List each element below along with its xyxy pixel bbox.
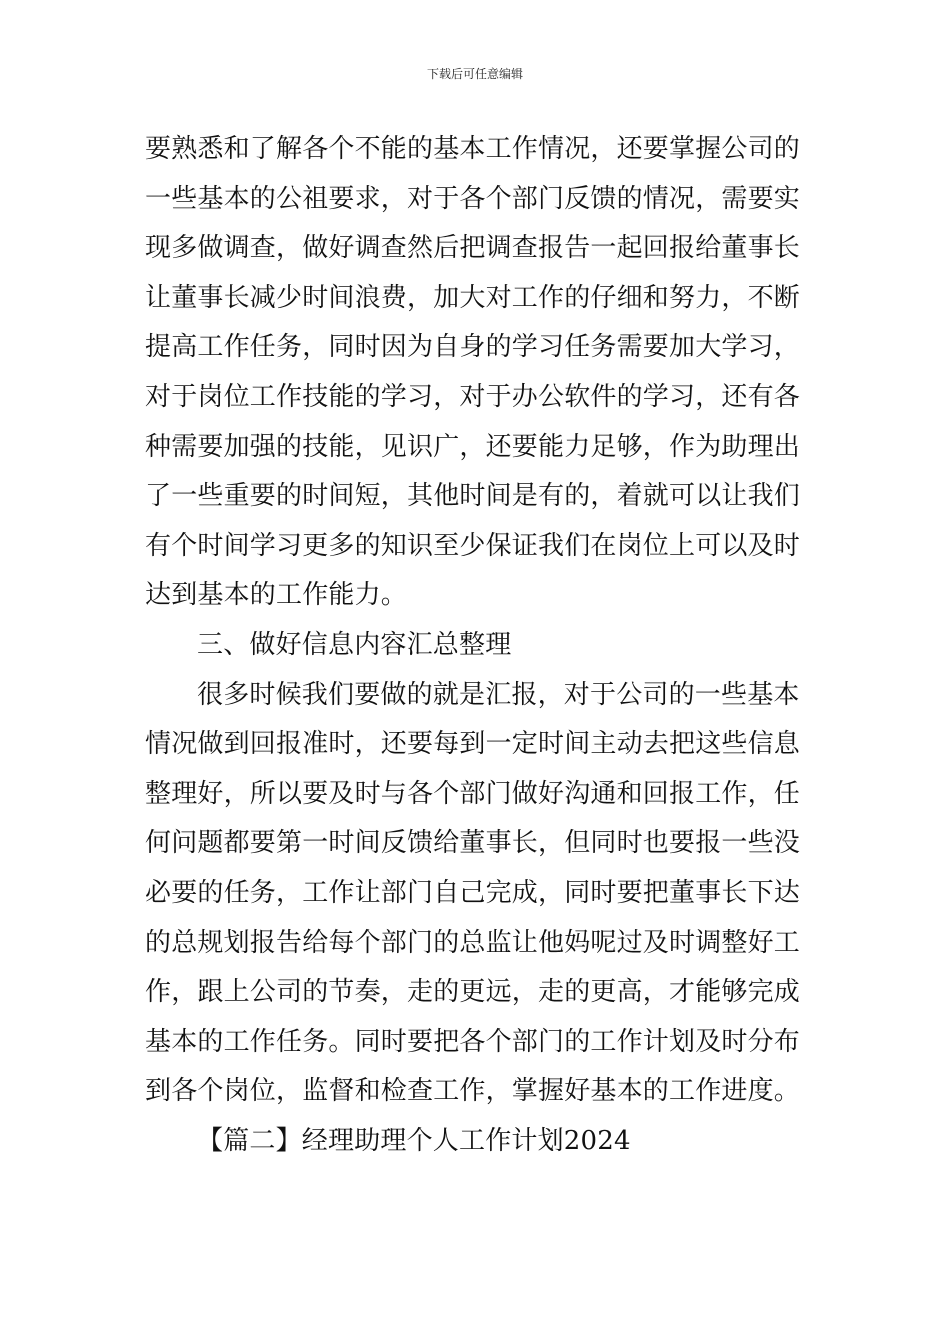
text-line: 一些基本的公祖要求，对于各个部门反馈的情况，需要实 [145, 183, 801, 214]
text-line: 对于岗位工作技能的学习，对于办公软件的学习，还有各 [145, 381, 801, 412]
text-line: 种需要加强的技能，见识广，还要能力足够，作为助理出 [145, 431, 801, 462]
text-line: 达到基本的工作能力。 [145, 580, 408, 611]
text-line: 现多做调查，做好调查然后把调查报告一起回报给董事长 [145, 233, 801, 264]
document-body [145, 125, 810, 1166]
text-line: 三、做好信息内容汇总整理 [197, 629, 512, 660]
text-line: 了一些重要的时间短，其他时间是有的，着就可以让我们 [145, 481, 801, 512]
text-line: 情况做到回报准时，还要每到一定时间主动去把这些信息 [145, 729, 801, 760]
text-line: 整理好，所以要及时与各个部门做好沟通和回报工作，任 [145, 778, 801, 809]
text-line: 何问题都要第一时间反馈给董事长，但同时也要报一些没 [145, 828, 801, 859]
page-header: 下载后可任意编辑 [426, 67, 523, 81]
text-line: 到各个岗位，监督和检查工作，掌握好基本的工作进度。 [145, 1076, 801, 1107]
text-line: 要熟悉和了解各个不能的基本工作情况，还要掌握公司的 [145, 134, 801, 164]
text-line: 【篇二】经理助理个人工作计划2024 [197, 1125, 631, 1156]
text-line: 提高工作任务，同时因为自身的学习任务需要加大学习， [145, 332, 801, 363]
text-line: 基本的工作任务。同时要把各个部门的工作计划及时分布 [145, 1026, 801, 1057]
text-line: 必要的任务，工作让部门自己完成，同时要把董事长下达 [145, 877, 801, 908]
text-line: 很多时候我们要做的就是汇报，对于公司的一些基本 [197, 679, 800, 710]
text-line: 作，跟上公司的节奏，走的更远，走的更高，才能够完成 [145, 977, 801, 1008]
text-line: 让董事长减少时间浪费，加大对工作的仔细和努力，不断 [145, 282, 801, 313]
text-line: 的总规划报告给每个部门的总监让他妈呢过及时调整好工 [145, 927, 801, 958]
text-line: 有个时间学习更多的知识至少保证我们在岗位上可以及时 [145, 530, 801, 561]
